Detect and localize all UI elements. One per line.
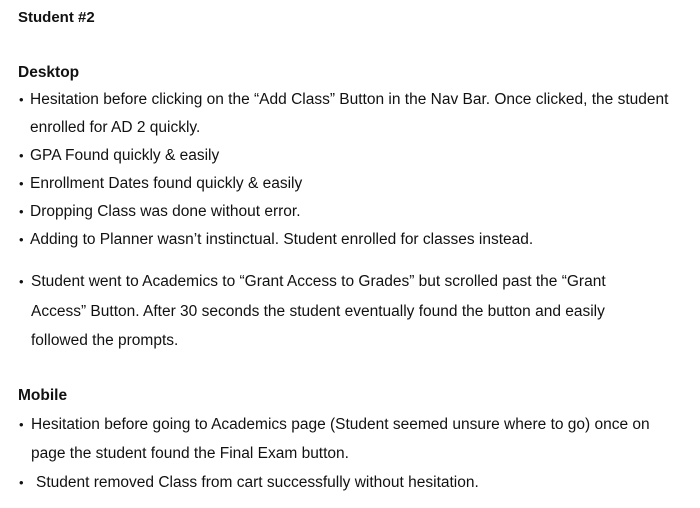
desktop-bullet-list bbox=[18, 86, 670, 254]
bullet-icon: • bbox=[19, 417, 24, 432]
bullet-text: Adding to Planner wasn’t instinctual. Student enrolled for classes instead. bbox=[30, 231, 534, 248]
bullet-text: GPA Found quickly & easily bbox=[30, 147, 220, 164]
list-item bbox=[18, 410, 661, 468]
bullet-icon: • bbox=[19, 176, 24, 191]
bullet-icon: • bbox=[19, 204, 24, 219]
section-heading-desktop: Desktop bbox=[18, 64, 80, 81]
list-item bbox=[18, 86, 670, 142]
bullet-text: Student removed Class from cart successfully without hesitation. bbox=[36, 474, 479, 491]
bullet-icon: • bbox=[19, 274, 24, 289]
list-item bbox=[18, 468, 661, 497]
bullet-text: Enrollment Dates found quickly & easily bbox=[30, 175, 303, 192]
section-heading-mobile: Mobile bbox=[18, 387, 68, 404]
list-item bbox=[18, 170, 670, 198]
bullet-icon: • bbox=[19, 232, 24, 247]
list-item bbox=[18, 226, 670, 254]
bullet-text: Dropping Class was done without error. bbox=[30, 203, 301, 220]
bullet-icon: • bbox=[19, 148, 24, 163]
list-item bbox=[18, 267, 656, 356]
bullet-text: Student went to Academics to “Grant Access to Grades” but scrolled past the “Grant Access” Button. After 30 seconds the student eventually found the button and easily followed the prompts. bbox=[31, 273, 606, 349]
desktop-extra-bullet-list bbox=[18, 267, 656, 356]
bullet-text: Hesitation before going to Academics page (Student seemed unsure where to go) once on page the student found the Final Exam button. bbox=[31, 416, 650, 462]
list-item bbox=[18, 198, 670, 226]
mobile-bullet-list bbox=[18, 410, 661, 497]
document-title: Student #2 bbox=[18, 9, 95, 26]
list-item bbox=[18, 142, 670, 170]
bullet-icon: • bbox=[19, 475, 24, 490]
bullet-icon: • bbox=[19, 92, 24, 107]
bullet-text: Hesitation before clicking on the “Add Class” Button in the Nav Bar. Once clicked, the student enrolled for AD 2 quickly. bbox=[30, 91, 669, 136]
